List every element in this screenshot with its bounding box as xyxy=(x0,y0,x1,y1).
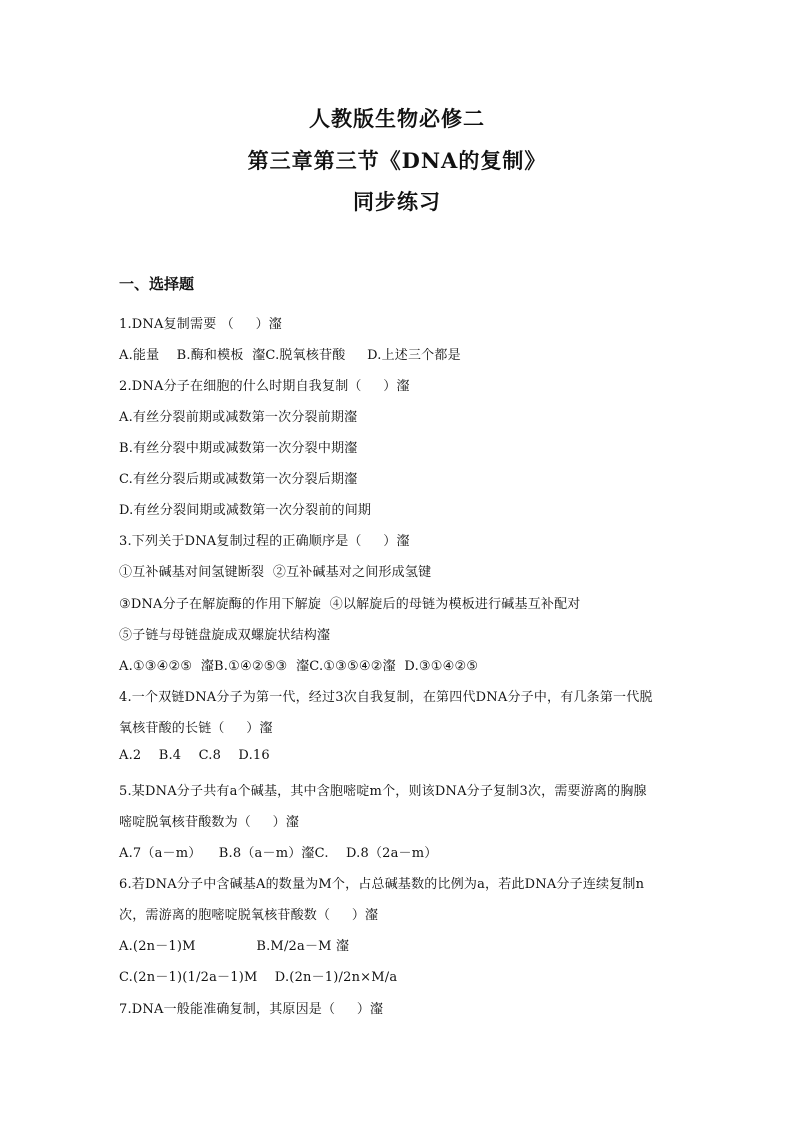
question-5-stem-line-2: 嘧啶脱氧核苷酸数为（ ）瀣 xyxy=(119,815,300,830)
question-1-stem: 1.DNA复制需要 （ ）瀣 xyxy=(119,317,282,332)
question-6-options-a-b: A.(2n－1)M B.M/2a－M 瀣 xyxy=(119,939,350,954)
question-2-option-a: A.有丝分裂前期或减数第一次分裂前期瀣 xyxy=(119,410,358,425)
question-2-option-d: D.有丝分裂间期或减数第一次分裂前的间期 xyxy=(119,503,372,518)
question-1-options: A.能量 B.酶和模板 瀣C.脱氧核苷酸 D.上述三个都是 xyxy=(119,348,461,363)
question-6-stem-line-2: 次，需游离的胞嘧啶脱氧核苷酸数（ ）瀣 xyxy=(119,908,379,923)
question-6-stem-line-1: 6.若DNA分子中含碱基A的数量为M个，占总碱基数的比例为a，若此DNA分子连续复制n xyxy=(119,877,645,892)
section-heading: 一、选择题 xyxy=(119,275,195,293)
document-title-line-1: 人教版生物必修二 xyxy=(309,106,485,131)
document-title-line-2: 第三章第三节《DNA的复制》 xyxy=(247,148,547,173)
question-3-steps-3-4: ③DNA分子在解旋酶的作用下解旋 ④以解旋后的母链为模板进行碱基互补配对 xyxy=(119,597,581,612)
question-2-stem: 2.DNA分子在细胞的什么时期自我复制（ ）瀣 xyxy=(119,379,410,394)
document-title-line-3: 同步练习 xyxy=(353,189,441,214)
question-2-option-c: C.有丝分裂后期或减数第一次分裂后期瀣 xyxy=(119,472,358,487)
question-4-stem-line-1: 4.一个双链DNA分子为第一代，经过3次自我复制，在第四代DNA分子中，有几条第一代脱 xyxy=(119,690,653,705)
question-7-stem: 7.DNA一般能准确复制，其原因是（ ）瀣 xyxy=(119,1002,384,1017)
question-4-stem-line-2: 氧核苷酸的长链（ ）瀣 xyxy=(119,721,273,736)
question-5-stem-line-1: 5.某DNA分子共有a个碱基，其中含胞嘧啶m个，则该DNA分子复制3次，需要游离的胸腺 xyxy=(119,784,647,799)
question-3-stem: 3.下列关于DNA复制过程的正确顺序是（ ）瀣 xyxy=(119,534,410,549)
question-4-options: A.2 B.4 C.8 D.16 xyxy=(119,748,270,763)
question-2-option-b: B.有丝分裂中期或减数第一次分裂中期瀣 xyxy=(119,441,358,456)
question-3-step-5: ⑤子链与母链盘旋成双螺旋状结构瀣 xyxy=(119,628,331,643)
question-5-options: A.7（a－m） B.8（a－m）瀣C. D.8（2a－m） xyxy=(119,846,438,861)
question-6-options-c-d: C.(2n－1)(1/2a－1)M D.(2n－1)/2n×M/a xyxy=(119,970,398,985)
question-3-options: A.①③④②⑤ 瀣B.①④②⑤③ 瀣C.①③⑤④②瀣 D.③①④②⑤ xyxy=(119,659,479,674)
question-3-steps-1-2: ①互补碱基对间氢键断裂 ②互补碱基对之间形成氢键 xyxy=(119,565,432,580)
